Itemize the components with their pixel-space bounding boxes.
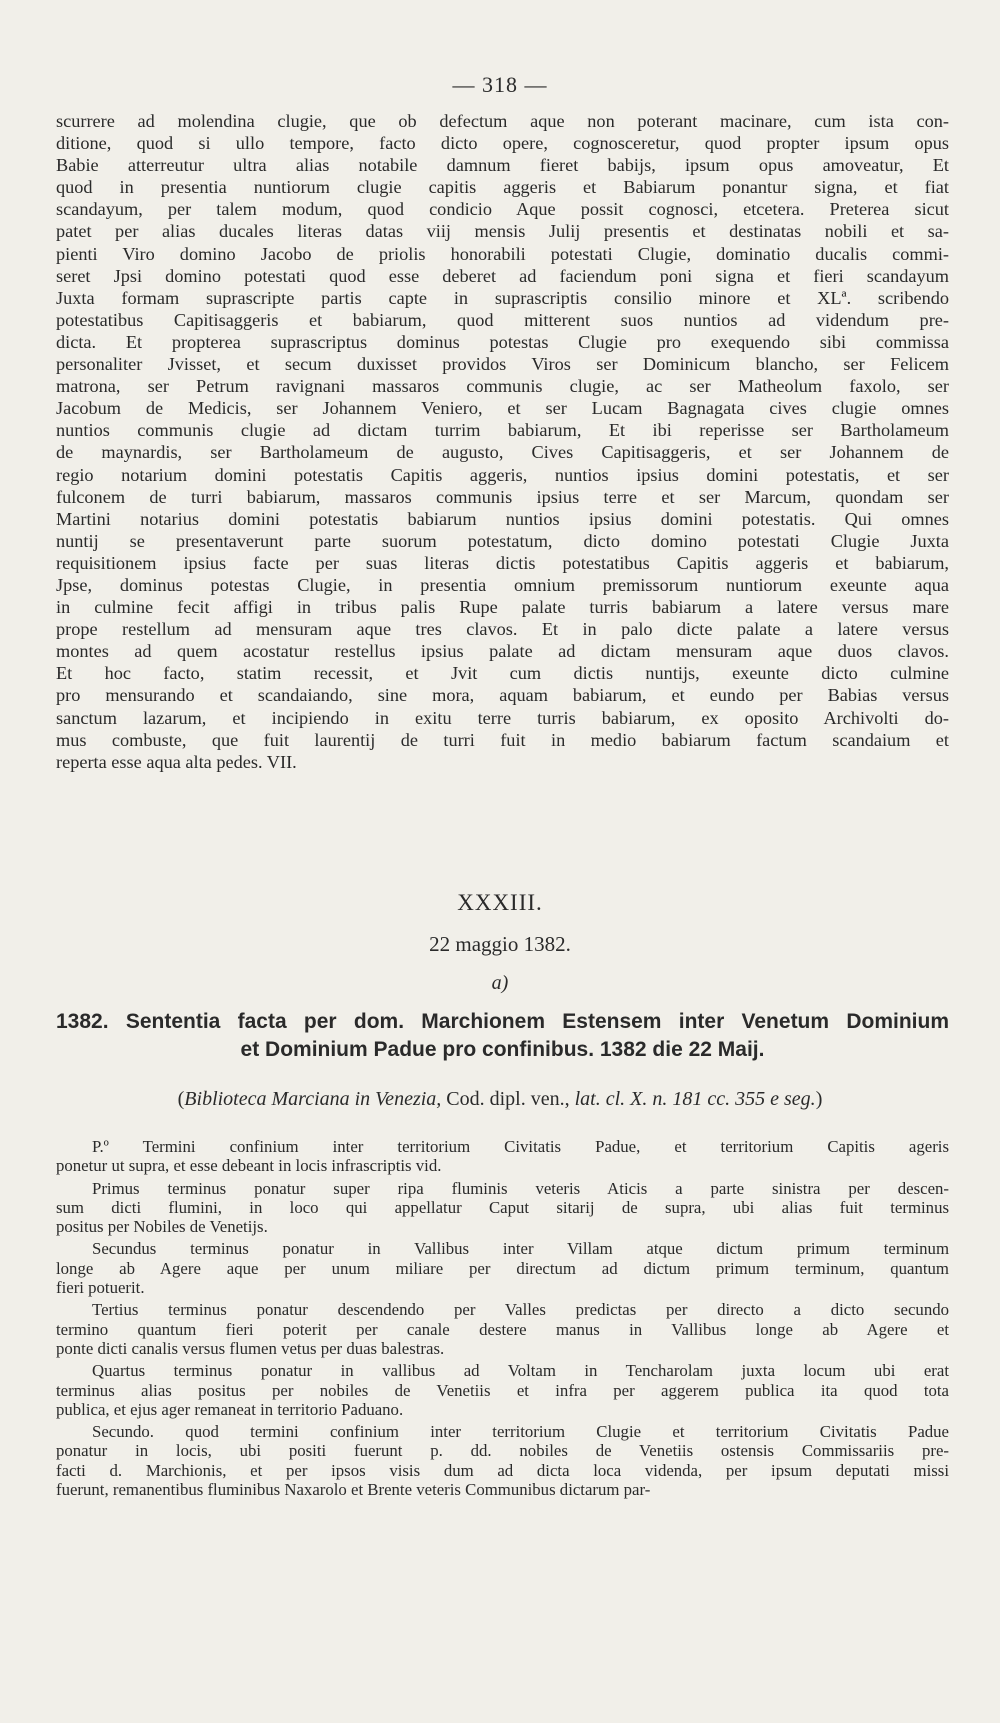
text-line: ditione, quod si ullo tempore, facto dicto opere, cognosceretur, quod propter ipsum opus <box>56 133 949 154</box>
text-line: sum dicti flumini, in loco qui appellatur Caput sitarij de supra, ubi alias fuit terminus <box>56 1197 949 1217</box>
document-text <box>56 1137 949 1502</box>
document-paragraph <box>56 1239 949 1297</box>
text-line: Secundus terminus ponatur in Vallibus inter Villam atque dictum primum terminum <box>92 1239 949 1259</box>
text-line: personaliter Jvisset, et secum duxisset providos Viros ser Dominicum blancho, ser Felicem <box>56 354 949 375</box>
text-line: positus per Nobiles de Venetijs. <box>56 1217 268 1237</box>
text-line: Jpse, dominus potestas Clugie, in presentia omnium premissorum nuntiorum exeunte aqua <box>56 574 949 595</box>
text-line: pro mensurando et scandaiando, sine mora, aquam babiarum, et eundo per Babias versus <box>56 685 949 706</box>
document-paragraph <box>56 1179 949 1237</box>
source-citation <box>0 1088 1000 1111</box>
text-line: regio notarium domini potestatis Capitis aggeris, nuntios ipsius domini potestatis, et ser <box>56 464 949 485</box>
text-line: mus combuste, que fuit laurentij de turri fuit in medio babiarum factum scandaium et <box>56 729 949 750</box>
source-codex: Cod. dipl. ven., <box>441 1088 575 1110</box>
text-line: termino quantum fieri poterit per canale destere manus in Vallibus longe ab Agere et <box>56 1319 949 1339</box>
heading-line-1: 1382. Sententia facta per dom. Marchionem Estensem inter Venetum Dominium <box>56 1010 949 1033</box>
text-line: requisitionem ipsius facte per suas literas dictis potestatibus Capitis aggeris et babiarum, <box>56 552 949 573</box>
text-line: nuntios communis clugie ad dictam turrim babiarum, Et ibi reperisse ser Bartholameum <box>56 420 949 441</box>
heading-line-2: et Dominium Padue pro confinibus. 1382 die 22 Maij. <box>240 1038 765 1061</box>
body-text <box>56 110 949 773</box>
text-line: fieri potuerit. <box>56 1278 145 1298</box>
source-shelfmark: lat. cl. X. n. 181 cc. 355 e seg. <box>574 1088 816 1110</box>
text-line: Martini notarius domini potestatis babiarum nuntios ipsius domini potestatis. Qui omnes <box>56 508 949 529</box>
text-line: ponetur ut supra, et esse debeant in locis infrascriptis vid. <box>56 1156 442 1176</box>
text-line: patet per alias ducales literas datas viij mensis Julij presentis et destinatas nobili et sa- <box>56 221 949 242</box>
source-library: Biblioteca Marciana in Venezia, <box>184 1088 442 1110</box>
text-line: quod in presentia nuntiorum clugie capitis aggeris et Babiarum ponantur signa, et fiat <box>56 177 949 198</box>
document-paragraph <box>56 1422 949 1499</box>
text-line: terminus alias positus per nobiles de Venetiis et infra per aggerem publica ita quod tota <box>56 1380 949 1400</box>
text-line: Et hoc facto, statim recessit, et Jvit cum dictis nuntijs, exeunte dicto culmine <box>56 663 949 684</box>
text-line: Juxta formam suprascripte partis capte in suprascriptis consilio minore et XLª. scribendo <box>56 287 949 308</box>
text-line: longe ab Agere aque per unum miliare per directum ad dictum primum terminum, quantum <box>56 1258 949 1278</box>
text-line: facti d. Marchionis, et per ipsos visis dum ad dicta loca videnda, per ipsum deputati missi <box>56 1460 949 1480</box>
text-line: Secundo. quod termini confinium inter territorium Clugie et territorium Civitatis Padue <box>92 1422 949 1442</box>
text-line: seret Jpsi domino potestati quod esse deberet ad faciendum poni signa et fieri scandayum <box>56 265 949 286</box>
text-line: ponte dicti canalis versus flumen vetus per duas balestras. <box>56 1338 445 1358</box>
section-date: 22 maggio 1382. <box>429 932 571 956</box>
text-line: reperta esse aqua alta pedes. VII. <box>56 751 297 772</box>
text-line: scurrere ad molendina clugie, que ob defectum aque non poterant macinare, cum ista con- <box>56 111 949 131</box>
text-line: de maynardis, ser Bartholameum de augusto, Cives Capitisaggeris, et ser Johannem de <box>56 442 949 463</box>
text-line: prope restellum ad mensuram aque tres clavos. Et in palo dicte palate a latere versus <box>56 619 949 640</box>
document-paragraph <box>56 1361 949 1419</box>
document-heading <box>56 1008 949 1064</box>
source-open: ( <box>177 1088 185 1110</box>
text-line: nuntij se presentaverunt parte suorum potestatum, dicto domino potestati Clugie Juxta <box>56 530 949 551</box>
text-line: P.º Termini confinium inter territorium Civitatis Padue, et territorium Capitis ageris <box>92 1137 949 1156</box>
text-line: Tertius terminus ponatur descendendo per Valles predictas per directo a dicto secundo <box>92 1300 949 1320</box>
page-number: — 318 — <box>452 72 548 97</box>
text-line: fulconem de turri babiarum, massaros communis ipsius terre et ser Marcum, quondam ser <box>56 486 949 507</box>
text-line: Jacobum de Medicis, ser Johannem Veniero, et ser Lucam Bagnagata cives clugie omnes <box>56 398 949 419</box>
text-line: publica, et ejus ager remaneat in territorio Paduano. <box>56 1399 404 1419</box>
section-number: XXXIII. <box>457 890 543 915</box>
text-line: scandayum, per talem modum, quod condicio Aque possit cognosci, etcetera. Preterea sicut <box>56 199 949 220</box>
document-paragraph <box>56 1300 949 1358</box>
text-line: potestatibus Capitisaggeris et babiarum, quod mitterent suos nuntios ad videndum pre- <box>56 309 949 330</box>
text-line: pienti Viro domino Jacobo de priolis honorabili potestati Clugie, dominatio ducalis commi- <box>56 243 949 264</box>
text-line: in culmine fecit affigi in tribus palis Rupe palate turris babiarum a latere versus mare <box>56 597 949 618</box>
text-line: matrona, ser Petrum ravignani massaros communis clugie, ac ser Matheolum faxolo, ser <box>56 376 949 397</box>
document-paragraph <box>56 1137 949 1176</box>
text-line: ponatur in locis, ubi positi fuerunt p. dd. nobiles de Venetiis ostensis Commissariis pre- <box>56 1441 949 1461</box>
text-line: Quartus terminus ponatur in vallibus ad Voltam in Tencharolam juxta locum ubi erat <box>92 1361 949 1381</box>
text-line: dicta. Et propterea suprascriptus dominus potestas Clugie pro exequendo sibi commissa <box>56 331 949 352</box>
section-subtitle: a) <box>491 972 509 994</box>
source-close: ) <box>815 1088 823 1110</box>
text-line: fuerunt, remanentibus fluminibus Naxarolo et Brente veteris Communibus dictarum par- <box>56 1480 651 1500</box>
text-line: Babie atterreutur ultra alias notabile damnum fieret babijs, ipsum opus amoveatur, Et <box>56 155 949 176</box>
text-line: montes ad quem acostatur restellus ipsius palate ad dictam mensuram aque duos clavos. <box>56 641 949 662</box>
text-line: sanctum lazarum, et incipiendo in exitu terre turris babiarum, ex oposito Archivolti do- <box>56 707 949 728</box>
text-line: Primus terminus ponatur super ripa fluminis veteris Aticis a parte sinistra per descen- <box>92 1178 949 1198</box>
